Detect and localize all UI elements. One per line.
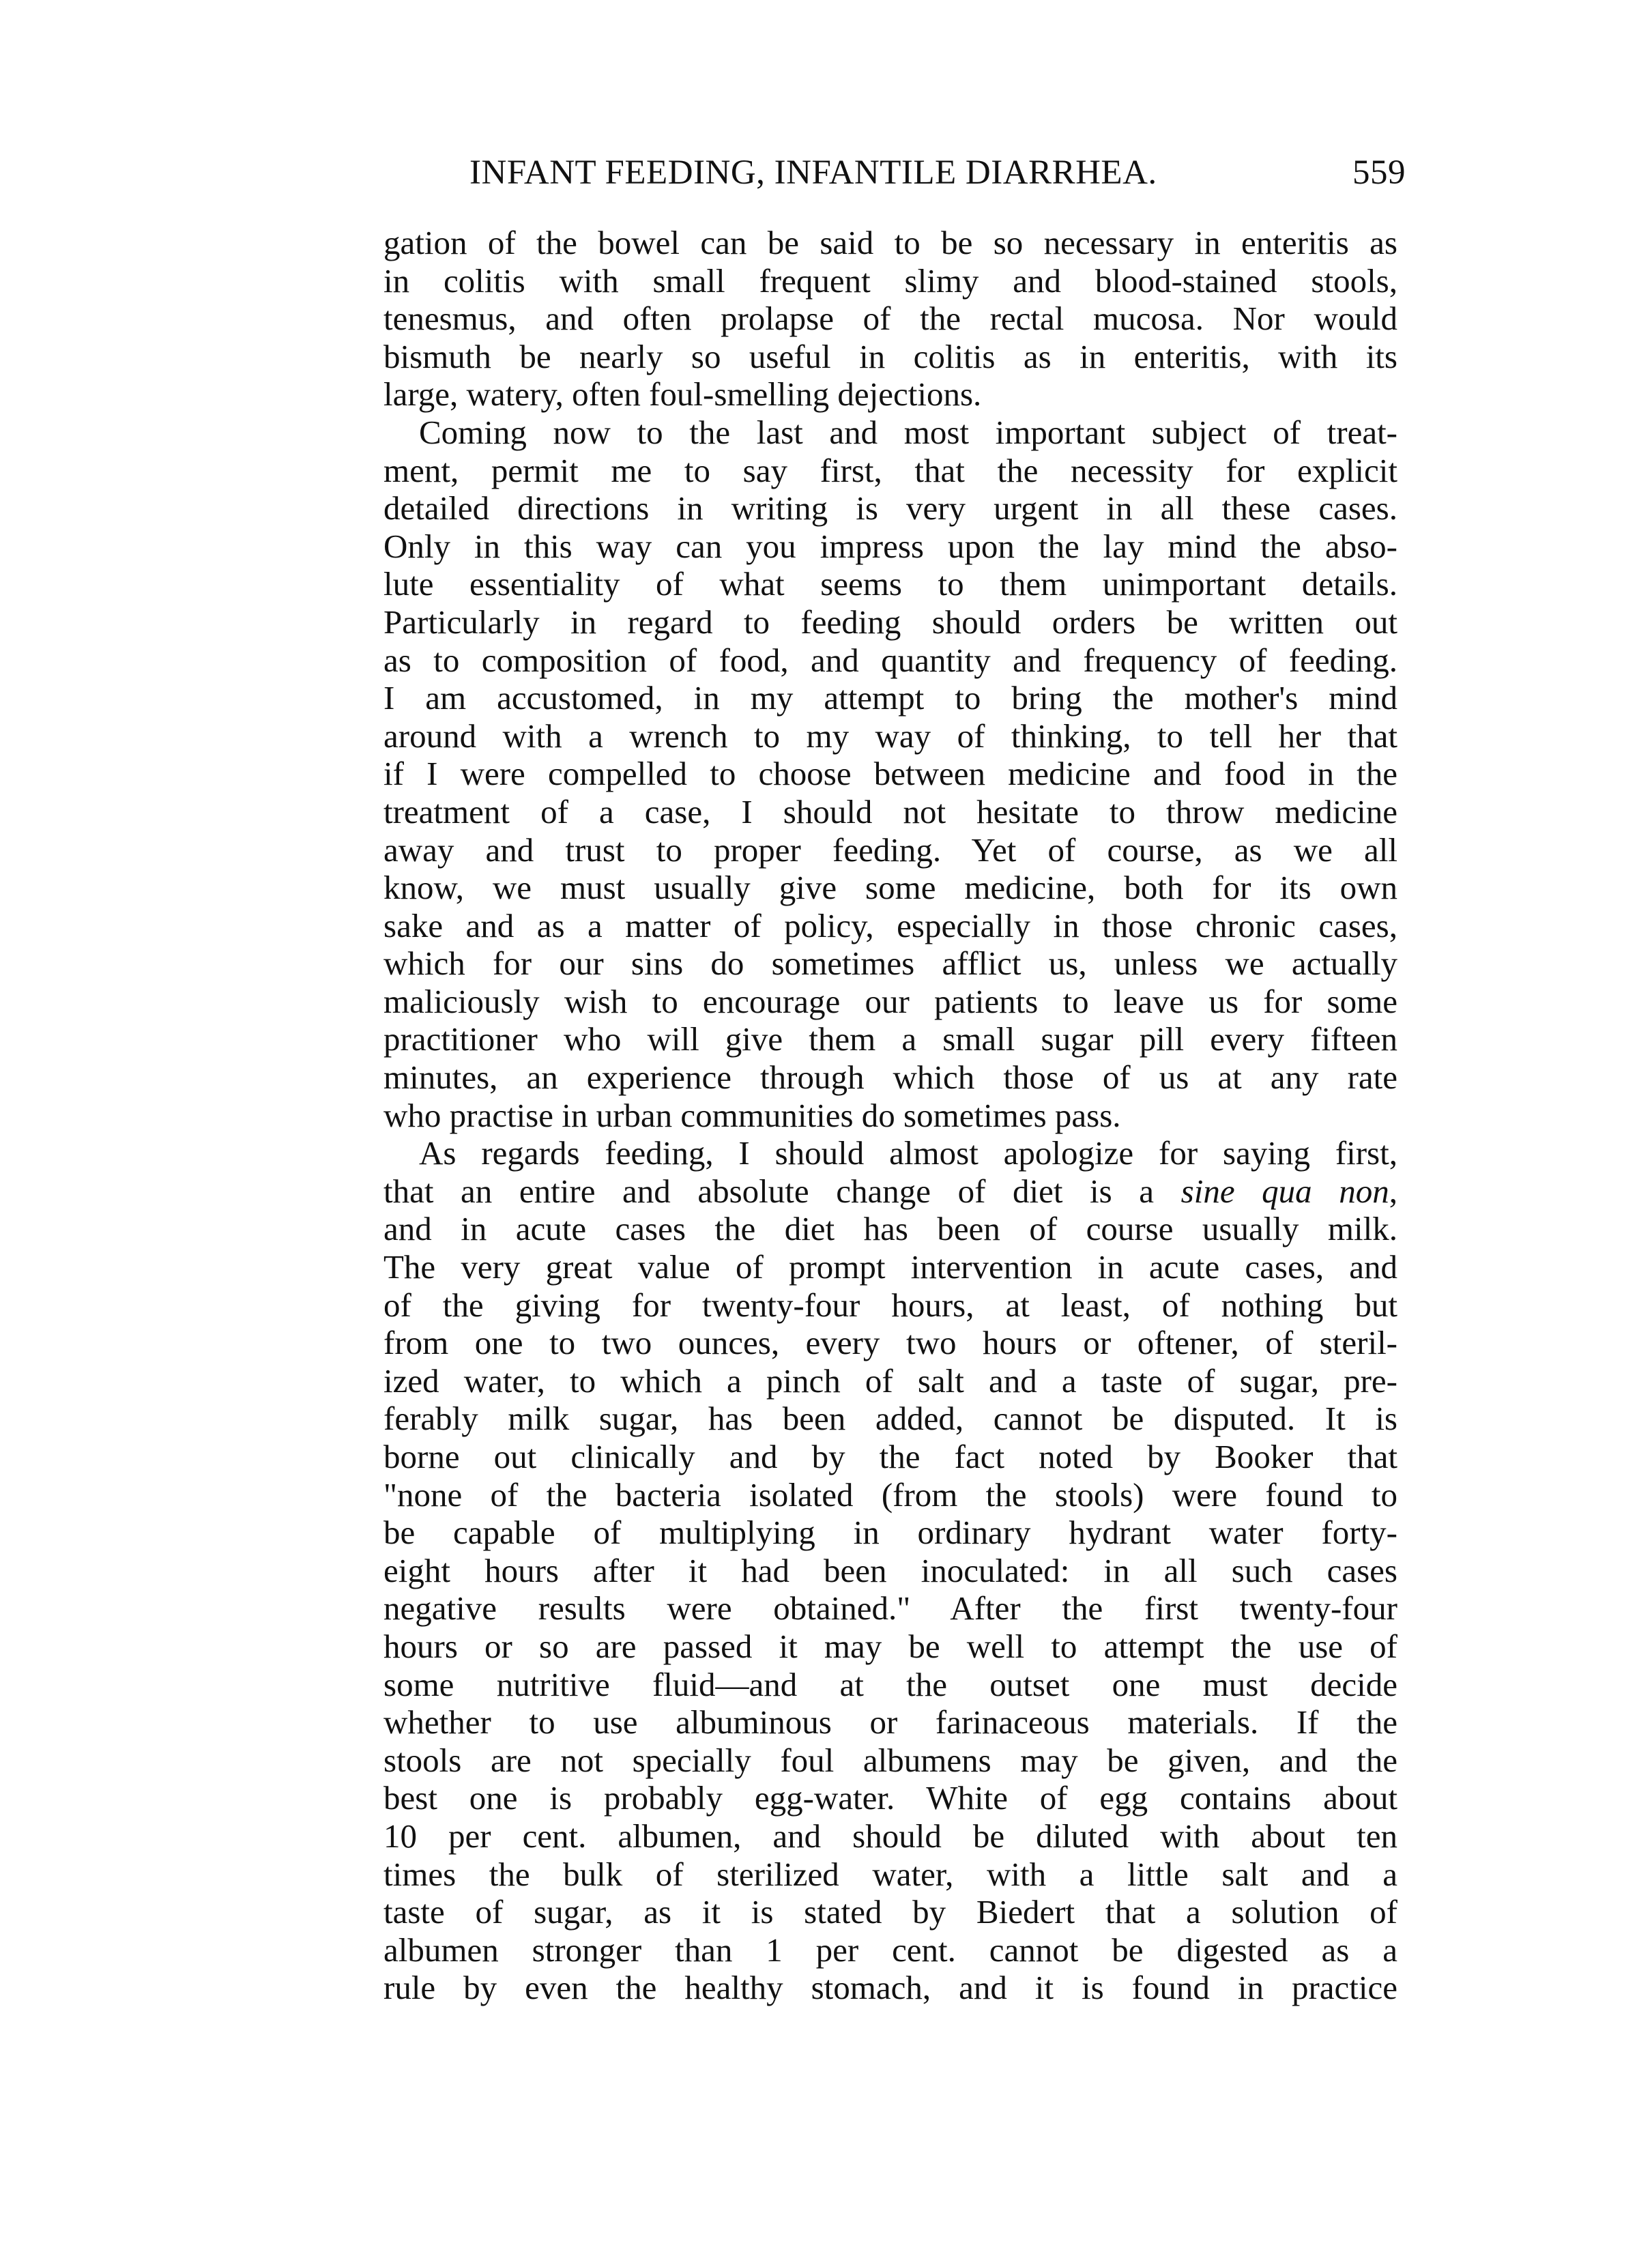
text-line: ment, permit me to say first, that the necessity for explicit [383,451,1397,489]
page-number: 559 [1352,154,1406,192]
text-line: away and trust to proper feeding. Yet of course, as we all [383,830,1397,869]
text-line: albumen stronger than 1 per cent. cannot be digested as a [383,1931,1397,1969]
text-line: know, we must usually give some medicine, both for its own [383,869,1397,907]
text-line: As regards feeding, I should almost apologize for saying first, [419,1134,1397,1172]
text-line: times the bulk of sterilized water, with a little salt and a [383,1855,1397,1893]
text-line: taste of sugar, as it is stated by Biedert that a solution of [383,1893,1397,1931]
text-line: gation of the bowel can be said to be so necessary in enteritis as [383,224,1397,261]
body-text [383,224,1397,2007]
text-line: rule by even the healthy stomach, and it is found in practice [383,1969,1397,2007]
text-line: practitioner who will give them a small sugar pill every fifteen [383,1020,1397,1058]
text-line: eight hours after it had been inoculated: in all such cases [383,1551,1397,1589]
text-line: ferably milk sugar, has been added, cannot be disputed. It is [383,1400,1397,1438]
text-line: Coming now to the last and most important subject of treat- [419,413,1397,451]
text-line: around with a wrench to my way of thinking, to tell her that [383,717,1397,755]
text-line: and in acute cases the diet has been of course usually milk. [383,1210,1397,1248]
text-line: bismuth be nearly so useful in colitis as in enteritis, with its [383,337,1397,375]
text-line: who practise in urban communities do sometimes pass. [383,1096,1121,1134]
text-line: "none of the bacteria isolated (from the stools) were found to [383,1475,1397,1514]
text-line: of the giving for twenty-four hours, at least, of nothing but [383,1286,1397,1324]
text-line: sake and as a matter of policy, especially in those chronic cases, [383,906,1397,944]
text-line: minutes, an experience through which those of us at any rate [383,1058,1397,1097]
text-line: detailed directions in writing is very urgent in all these cases. [383,489,1397,528]
text-line: stools are not specially foul albumens may be given, and the [383,1741,1397,1779]
text-line: whether to use albuminous or farinaceous materials. If the [383,1703,1397,1742]
text-line: that an entire and absolute change of diet is a sine qua non, [383,1172,1397,1210]
text-line: I am accustomed, in my attempt to bring the mother's mind [383,679,1397,717]
text-line: The very great value of prompt intervention in acute cases, and [383,1248,1397,1286]
text-line: in colitis with small frequent slimy and blood-stained stools, [383,261,1397,300]
text-line: Particularly in regard to feeding should orders be written out [383,603,1397,641]
text-line: if I were compelled to choose between medicine and food in the [383,755,1397,793]
latin-phrase: sine qua non [1180,1172,1389,1210]
text-line: Only in this way can you impress upon the lay mind the abso- [383,527,1397,565]
text-line: negative results were obtained." After the first twenty-four [383,1589,1397,1628]
text-line: ized water, to which a pinch of salt and a taste of sugar, pre- [383,1361,1397,1400]
text-line: tenesmus, and often prolapse of the rectal mucosa. Nor would [383,300,1397,338]
text-line: large, watery, often foul-smelling dejections. [383,375,982,414]
text-line: hours or so are passed it may be well to attempt the use of [383,1627,1397,1665]
text-line: be capable of multiplying in ordinary hydrant water forty- [383,1514,1397,1552]
text-line: which for our sins do sometimes afflict us, unless we actually [383,944,1397,983]
running-title: INFANT FEEDING, INFANTILE DIARRHEA. [469,154,1157,192]
text-line: maliciously wish to encourage our patients to leave us for some [383,982,1397,1020]
text-line: as to composition of food, and quantity and frequency of feeding. [383,641,1397,679]
text-line: borne out clinically and by the fact noted by Booker that [383,1438,1397,1475]
text-line: from one to two ounces, every two hours or oftener, of steril- [383,1324,1397,1362]
text-line: best one is probably egg-water. White of egg contains about [383,1779,1397,1817]
text-line: lute essentiality of what seems to them unimportant details. [383,565,1397,603]
text-line: some nutritive fluid—and at the outset one must decide [383,1665,1397,1703]
running-head [469,149,1406,197]
text-line: treatment of a case, I should not hesitate to throw medicine [383,792,1397,830]
text-line: 10 per cent. albumen, and should be diluted with about ten [383,1817,1397,1855]
